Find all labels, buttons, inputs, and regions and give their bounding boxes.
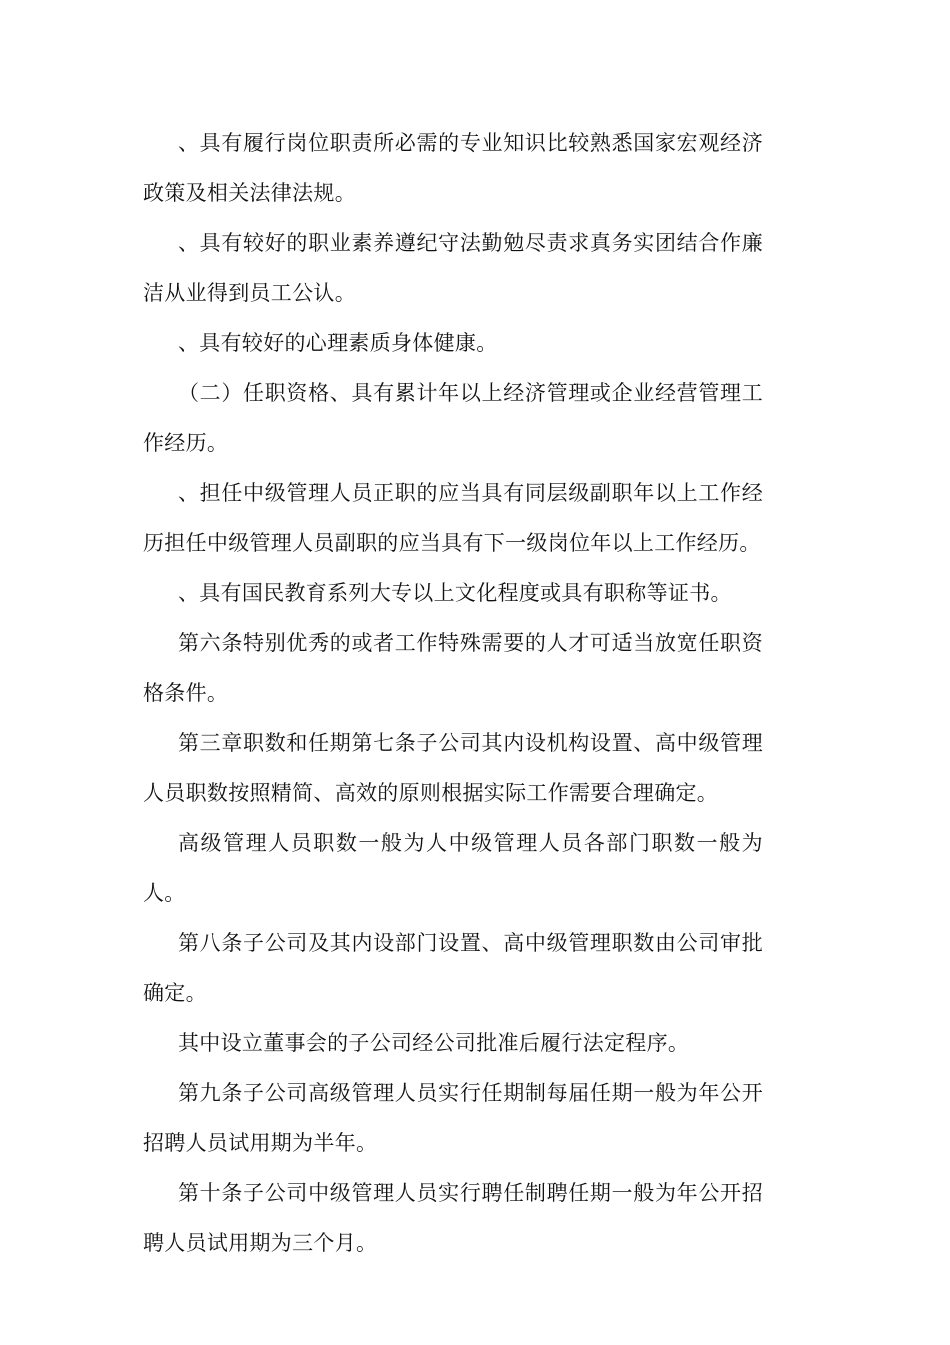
document-body: [143, 118, 763, 1268]
paragraph-7: 第六条特别优秀的或者工作特殊需要的人才可适当放宽任职资格条件。: [143, 631, 763, 705]
paragraph-1: 、具有履行岗位职责所必需的专业知识比较熟悉国家宏观经济政策及相关法律法规。: [143, 131, 763, 205]
paragraph-13: 第十条子公司中级管理人员实行聘任制聘任期一般为年公开招聘人员试用期为三个月。: [143, 1181, 763, 1255]
paragraph-9: 高级管理人员职数一般为人中级管理人员各部门职数一般为人。: [143, 831, 763, 905]
paragraph-8: 第三章职数和任期第七条子公司其内设机构设置、高中级管理人员职数按照精简、高效的原则根据实际工作需要合理确定。: [143, 731, 763, 805]
paragraph-12: 第九条子公司高级管理人员实行任期制每届任期一般为年公开招聘人员试用期为半年。: [143, 1081, 763, 1155]
paragraph-5: 、担任中级管理人员正职的应当具有同层级副职年以上工作经历担任中级管理人员副职的应当具有下一级岗位年以上工作经历。: [143, 481, 763, 555]
paragraph-2: 、具有较好的职业素养遵纪守法勤勉尽责求真务实团结合作廉洁从业得到员工公认。: [143, 231, 763, 305]
paragraph-11: 其中设立董事会的子公司经公司批准后履行法定程序。: [178, 1031, 690, 1055]
paragraph-3: 、具有较好的心理素质身体健康。: [178, 331, 498, 355]
paragraph-10: 第八条子公司及其内设部门设置、高中级管理职数由公司审批确定。: [143, 931, 763, 1005]
paragraph-6: 、具有国民教育系列大专以上文化程度或具有职称等证书。: [178, 581, 732, 605]
paragraph-4: （二）任职资格、具有累计年以上经济管理或企业经营管理工作经历。: [143, 381, 763, 455]
